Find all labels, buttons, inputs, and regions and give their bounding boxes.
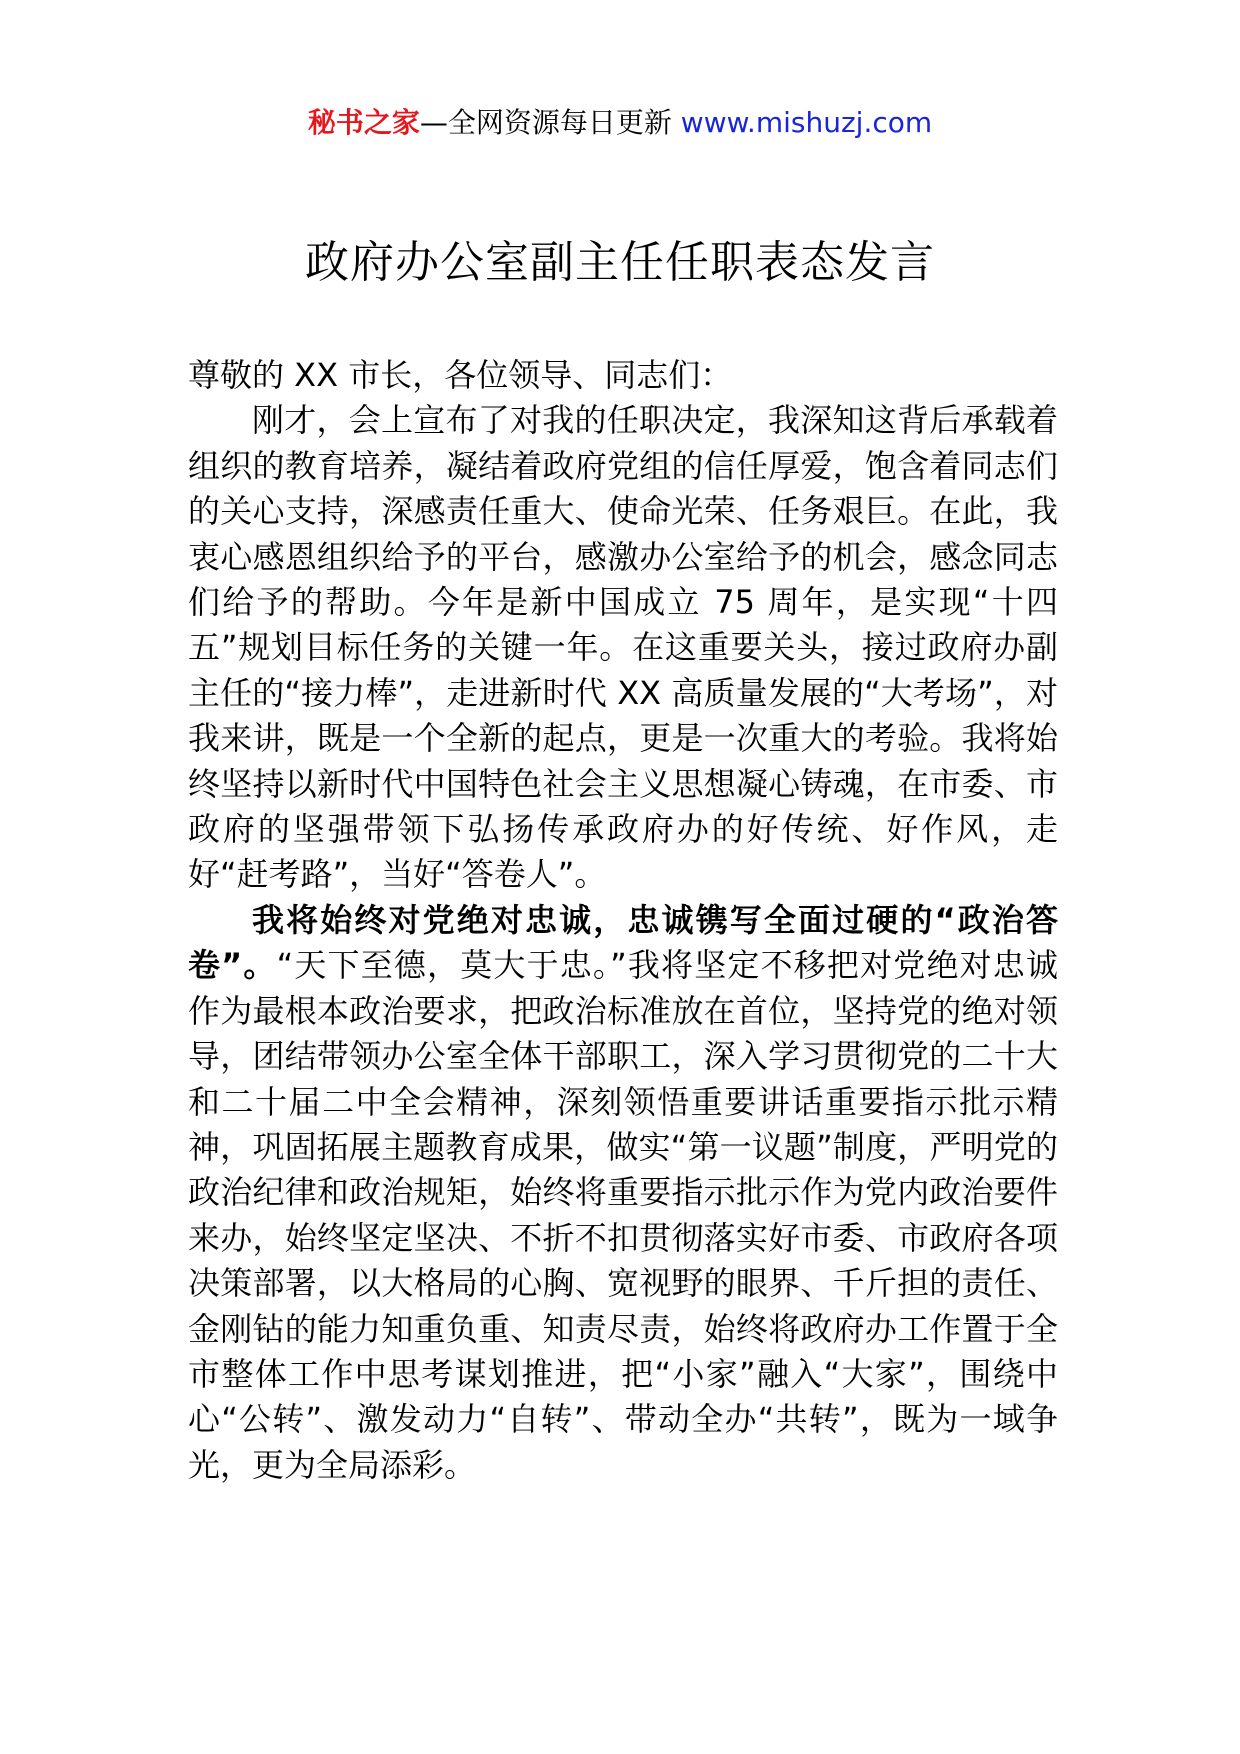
brand-name: 秘书之家 xyxy=(307,106,420,139)
paragraph-2-lead: 我将始终对党绝对忠诚，忠诚镌写全面过硬的“政治答卷”。 xyxy=(188,900,1058,985)
site-banner xyxy=(0,103,1240,143)
document-title: 政府办公室副主任任职表态发言 xyxy=(305,237,935,288)
paragraph-2-body: “天下至德，莫大于忠。”我将坚定不移把对党绝对忠诚作为最根本政治要求，把政治标准放在首位，坚持党的绝对领导，团结带领办公室全体干部职工，深入学习贯彻党的二十大和二十届二中全会精神，深刻领悟重要讲话重要指示批示精神，巩固拓展主题教育成果，做实“第一议题”制度，严明党的政治纪律和政治规矩，始终将重要指示批示作为党内政治要件来办，始终坚定坚决、不折不扣贯彻落实好市委、市政府各项决策部署，以大格局的心胸、宽视野的眼界、千斤担的责任、金刚钻的能力知重负重、知责尽责，始终将政府办工作置于全市整体工作中思考谋划推进，把“小家”融入“大家”，围绕中心“公转”、激发动力“自转”、带动全办“共转”，既为一域争光，更为全局添彩。 xyxy=(188,946,1058,1484)
paragraph-1: 刚才，会上宣布了对我的任职决定，我深知这背后承载着组织的教育培养，凝结着政府党组的信任厚爱，饱含着同志们的关心支持，深感责任重大、使命光荣、任务艰巨。在此，我衷心感恩组织给予的平台，感激办公室给予的机会，感念同志们给予的帮助。今年是新中国成立 75 周年，是实现“十四五”规划目标任务的关键一年。在这重要关头，接过政府办副主任的“接力棒”，走进新时代 XX 高质量发展的“大考场”，对我来讲，既是一个全新的起点，更是一次重大的考验。我将始终坚持以新时代中国特色社会主义思想凝心铸魂，在市委、市政府的坚强带领下弘扬传承政府办的好传统、好作风，走好“赶考路”，当好“答卷人”。 xyxy=(188,401,1058,894)
document-body xyxy=(188,353,1058,1488)
salutation: 尊敬的 XX 市长，各位领导、同志们： xyxy=(188,356,733,394)
banner-tagline: —全网资源每日更新 xyxy=(419,106,672,139)
paragraph-2 xyxy=(188,898,1058,1488)
site-url-link[interactable]: www.mishuzj.com xyxy=(680,106,933,139)
